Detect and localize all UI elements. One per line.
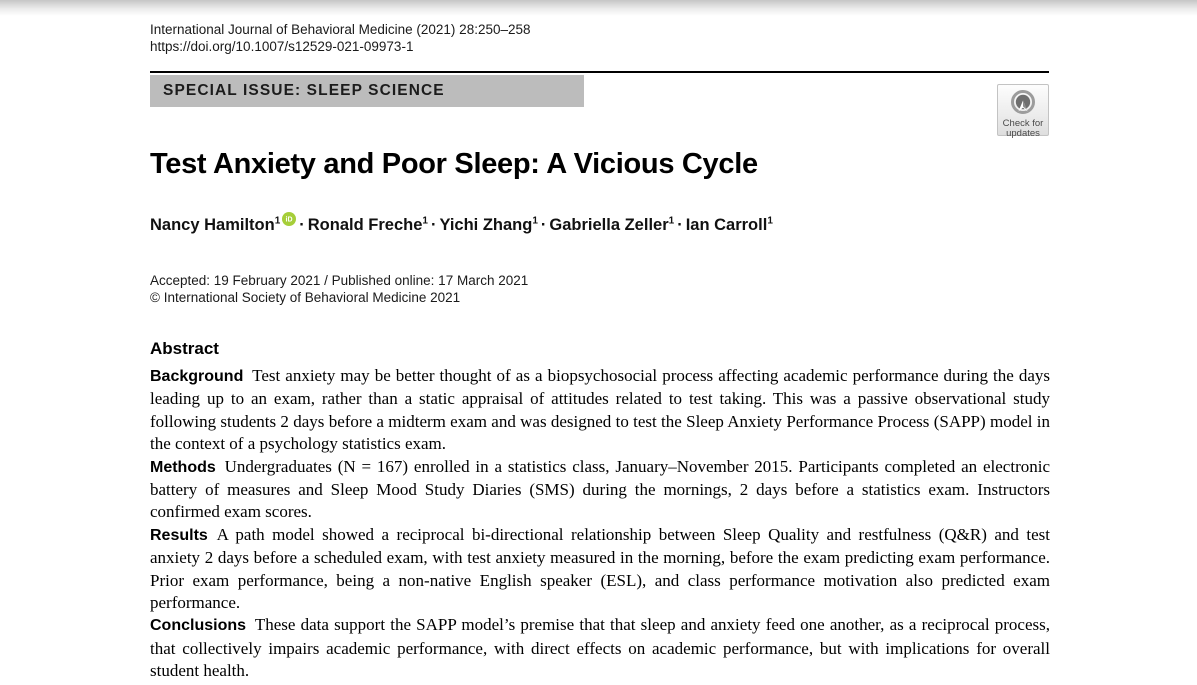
author-name: Gabriella Zeller$^1$ [549, 215, 675, 234]
author-affiliation-marker: 1 [422, 215, 428, 226]
authors-line [150, 209, 1090, 235]
abstract-methods-text: Undergraduates (N = 167) enrolled in a statistics class, January–November 2015. Participants completed an electronic battery of measures and Sleep Mood Study Diaries (SMS) during the mornings, 2 days before a statistics exam. Instructors confirmed exam scores. [150, 456, 1050, 522]
copyright-line: © International Society of Behavioral Medicine 2021 [150, 290, 461, 305]
author-separator: · [677, 215, 683, 234]
journal-citation: International Journal of Behavioral Medicine (2021) 28:250–258 [150, 22, 531, 37]
author-affiliation-marker: 1 [274, 215, 281, 226]
abstract-results-text: A path model showed a reciprocal bi-directional relationship between Sleep Quality and restfulness (Q&R) and test anxiety 2 days before a scheduled exam, with test anxiety measured in the morning, before the exam predicting exam performance. Prior exam performance, being a non-native English speaker (ESL), and class performance motivation also predicted exam performance. [150, 524, 1050, 613]
check-for-updates-badge[interactable] [997, 84, 1049, 139]
orcid-icon[interactable] [282, 209, 296, 228]
accepted-published-line: Accepted: 19 February 2021 / Published online: 17 March 2021 [150, 273, 529, 288]
abstract-results [150, 524, 1050, 615]
author-separator: · [430, 215, 437, 234]
svg-text:iD: iD [285, 216, 293, 224]
abstract-section [150, 339, 1050, 683]
article-dates [150, 272, 528, 306]
page-top-shadow [0, 0, 1197, 16]
author-name: Ronald Freche$^1$ [307, 215, 428, 234]
abstract-background-label: Background [150, 368, 244, 385]
author-separator: · [299, 215, 305, 234]
abstract-results-label: Results [150, 526, 208, 544]
abstract-conclusions [150, 614, 1050, 682]
abstract-heading: Abstract [150, 339, 219, 358]
check-for-updates-label: Check for updates [1002, 118, 1044, 139]
author-name: Ian Carroll$^1$ [685, 215, 773, 234]
special-issue-banner: SPECIAL ISSUE: SLEEP SCIENCE [150, 75, 584, 107]
doi-link[interactable]: https://doi.org/10.1007/s12529-021-09973-1 [150, 39, 414, 54]
abstract-background [150, 365, 1050, 456]
article-title: Test Anxiety and Poor Sleep: A Vicious Cycle [150, 148, 758, 180]
header-rule [150, 71, 1049, 73]
abstract-methods-label: Methods [150, 458, 216, 476]
author-affiliation-marker: 1 [532, 215, 538, 226]
author-name: Nancy Hamilton$^1$ iD [150, 216, 296, 234]
abstract-conclusions-label: Conclusions [150, 617, 247, 635]
author-separator: · [540, 215, 547, 234]
abstract-conclusions-text: These data support the SAPP model’s premise that that sleep and anxiety feed one another, as a reciprocal process, that collectively impairs academic performance, with direct effects on academic performance, but with implications for overall student health. [150, 615, 1050, 681]
author-name: Yichi Zhang$^1$ [439, 215, 538, 234]
abstract-methods [150, 456, 1050, 524]
author-affiliation-marker: 1 [668, 215, 675, 226]
crossmark-icon [1008, 88, 1038, 118]
author-affiliation-marker: 1 [767, 215, 773, 226]
abstract-background-text: Test anxiety may be better thought of as a biopsychosocial process affecting academic performance during the days leading up to an exam, rather than a static appraisal of attitudes related to test taking. This was a passive observational study following students 2 days before a midterm exam and was designed to test the Sleep Anxiety Performance Process (SAPP) model in the context of a psychology statistics exam. [150, 366, 1050, 454]
